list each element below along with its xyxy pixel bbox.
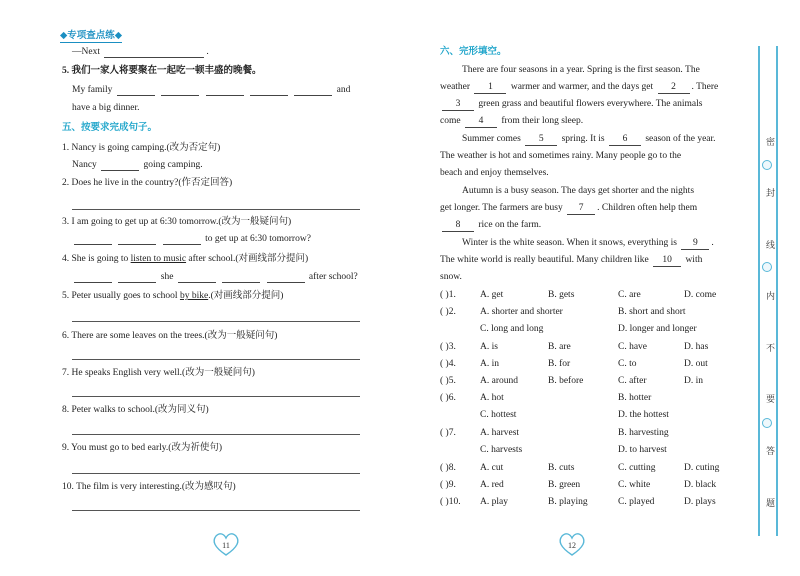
option-number[interactable]: ( )4. (440, 359, 456, 369)
answer-line[interactable] (72, 321, 360, 322)
option-d[interactable]: D. longer and longer (618, 324, 697, 334)
passage-line: The weather is hot and sometimes rainy. Many people go to the (440, 151, 682, 161)
q4-underlined: listen to music (130, 254, 187, 264)
q5b-pre: 5. Peter usually goes to school (62, 291, 180, 301)
answer-blank[interactable] (101, 160, 139, 171)
q1-b: going camping. (143, 160, 203, 170)
option-c[interactable]: C. long and long (480, 324, 544, 334)
answer-blank[interactable] (267, 272, 305, 283)
answer-line[interactable] (72, 473, 360, 474)
section-tag: ◆专项查点练◆ (60, 27, 122, 43)
option-a[interactable]: A. hot (480, 393, 504, 403)
q1-a: Nancy (72, 160, 97, 170)
passage-line: beach and enjoy themselves. (440, 168, 549, 178)
q3-tail: to get up at 6:30 tomorrow? (205, 234, 311, 244)
passage-text: spring. It is (561, 134, 605, 144)
q5-line1 (72, 84, 350, 96)
cloze-blank[interactable]: 2 (658, 82, 690, 94)
answer-blank[interactable] (250, 85, 288, 96)
passage-line (462, 237, 714, 250)
option-d[interactable]: D. plays (684, 497, 716, 507)
binding-border (776, 46, 778, 536)
binding-hole-icon (762, 262, 772, 272)
cloze-blank[interactable]: 9 (681, 238, 709, 250)
q5-line2: have a big dinner. (72, 103, 140, 113)
option-c[interactable]: C. after (618, 376, 647, 386)
option-number[interactable]: ( )1. (440, 290, 456, 300)
option-b[interactable]: B. short and short (618, 307, 686, 317)
cloze-blank[interactable]: 3 (442, 99, 474, 111)
q5-prefix: My family (72, 85, 113, 95)
option-b[interactable]: B. for (548, 359, 571, 369)
cloze-blank[interactable]: 6 (609, 134, 641, 146)
q5b-underlined: by bike (179, 291, 209, 301)
next-line: —Next . (72, 47, 209, 57)
seal-char: 要 (766, 395, 776, 405)
cloze-blank[interactable]: 10 (653, 255, 681, 267)
passage-text: from their long sleep. (501, 116, 584, 126)
cloze-blank[interactable]: 7 (567, 203, 595, 215)
passage-text: come (440, 116, 461, 126)
next-label: —Next (72, 47, 100, 57)
option-a[interactable]: A. in (480, 359, 499, 369)
seal-char: 线 (766, 241, 776, 251)
seal-char: 密 (766, 138, 776, 148)
answer-line[interactable] (72, 209, 360, 210)
binding-hole-icon (762, 418, 772, 428)
option-number[interactable]: ( )6. (440, 393, 456, 403)
q3-answer (72, 233, 311, 245)
q5b-post: .(对画线部分提问) (208, 291, 284, 301)
option-b[interactable]: B. gets (548, 290, 575, 300)
answer-line[interactable] (72, 510, 360, 511)
answer-blank[interactable] (74, 234, 112, 245)
passage-text: rice on the farm. (478, 220, 542, 230)
passage-line (440, 81, 718, 94)
option-b[interactable]: B. before (548, 376, 584, 386)
option-a[interactable]: A. get (480, 290, 504, 300)
answer-line[interactable] (72, 359, 360, 360)
passage-line (440, 98, 702, 111)
option-c[interactable]: C. played (618, 497, 655, 507)
answer-blank[interactable] (74, 272, 112, 283)
passage-text: . Children often help them (597, 203, 698, 213)
answer-blank[interactable] (117, 85, 155, 96)
option-c[interactable]: C. hottest (480, 410, 517, 420)
q4-she: she (160, 272, 174, 282)
q8-prompt: 8. Peter walks to school.(改为同义句) (62, 405, 209, 415)
option-a[interactable]: A. around (480, 376, 518, 386)
passage-line: There are four seasons in a year. Spring is the first season. The (462, 65, 700, 75)
passage-text: warmer and warmer, and the days get (510, 82, 654, 92)
option-b[interactable]: B. green (548, 480, 581, 490)
option-c[interactable]: C. to (618, 359, 637, 369)
answer-line[interactable] (72, 396, 360, 397)
option-number[interactable]: ( )3. (440, 342, 456, 352)
option-a[interactable]: A. cut (480, 463, 504, 473)
seal-char: 题 (766, 499, 776, 509)
option-d[interactable]: D. to harvest (618, 445, 667, 455)
q4-prompt (62, 253, 308, 265)
option-d[interactable]: D. the hottest (618, 410, 669, 420)
answer-blank[interactable] (206, 85, 244, 96)
passage-line (440, 202, 697, 215)
q4-answer (72, 271, 358, 283)
option-c[interactable]: C. have (618, 342, 648, 352)
option-d[interactable]: D. come (684, 290, 717, 300)
option-b[interactable]: B. hotter (618, 393, 652, 403)
option-number[interactable]: ( )7. (440, 428, 456, 438)
passage-text: weather (440, 82, 471, 92)
seal-char: 答 (766, 447, 776, 457)
q2-prompt: 2. Does he live in the country?(作否定回答) (62, 178, 233, 188)
option-c[interactable]: C. cutting (618, 463, 656, 473)
passage-text: . There (691, 82, 719, 92)
answer-blank[interactable] (163, 234, 201, 245)
q5b-prompt (62, 290, 283, 302)
seal-char: 不 (766, 344, 776, 354)
passage-text: with (685, 255, 703, 265)
q10-prompt: 10. The film is very interesting.(改为感叹句) (62, 482, 236, 492)
option-b[interactable]: B. playing (548, 497, 588, 507)
page-number: 11 (222, 541, 230, 550)
cloze-blank[interactable]: 4 (465, 116, 497, 128)
option-d[interactable]: D. has (684, 342, 709, 352)
cloze-blank[interactable]: 8 (442, 220, 474, 232)
q4-tail: after school? (308, 272, 358, 282)
passage-line (440, 115, 583, 128)
option-b[interactable]: B. cuts (548, 463, 575, 473)
option-number[interactable]: ( )5. (440, 376, 456, 386)
passage-text: season of the year. (645, 134, 716, 144)
section-5-heading: 五、按要求完成句子。 (62, 123, 158, 133)
passage-text: green grass and beautiful flowers everywhere. The animals (478, 99, 703, 109)
option-a[interactable]: A. is (480, 342, 498, 352)
answer-blank[interactable] (104, 47, 204, 58)
answer-blank[interactable] (161, 85, 199, 96)
answer-blank[interactable] (178, 272, 216, 283)
q5-title: 5. 我们一家人将要聚在一起吃一顿丰盛的晚餐。 (62, 66, 262, 76)
option-a[interactable]: A. red (480, 480, 504, 490)
passage-line (462, 133, 716, 146)
passage-text: . (711, 238, 714, 248)
option-number[interactable]: ( )8. (440, 463, 456, 473)
answer-line[interactable] (72, 434, 360, 435)
option-a[interactable]: A. play (480, 497, 508, 507)
option-d[interactable]: D. cuting (684, 463, 720, 473)
q7-prompt: 7. He speaks English very well.(改为一般疑问句) (62, 368, 255, 378)
option-b[interactable]: B. are (548, 342, 571, 352)
passage-line: snow. (440, 272, 462, 282)
binding-line (758, 46, 760, 536)
answer-blank[interactable] (118, 272, 156, 283)
option-number[interactable]: ( )9. (440, 480, 456, 490)
answer-blank[interactable] (118, 234, 156, 245)
option-a[interactable]: A. shorter and shorter (480, 307, 563, 317)
passage-line: Autumn is a busy season. The days get shorter and the nights (462, 186, 695, 196)
seal-char: 封 (766, 189, 776, 199)
q3-prompt: 3. I am going to get up at 6:30 tomorrow.(改为一般疑问句) (62, 217, 292, 227)
passage-text: Summer comes (462, 134, 521, 144)
option-b[interactable]: B. harvesting (618, 428, 669, 438)
option-c[interactable]: C. white (618, 480, 651, 490)
passage-text: Winter is the white season. When it snows, everything is (462, 238, 678, 248)
q9-prompt: 9. You must go to bed early.(改为祈使句) (62, 443, 223, 453)
q1-answer (72, 159, 203, 171)
option-c[interactable]: C. are (618, 290, 641, 300)
q4-pre: 4. She is going to (62, 254, 131, 264)
q6-prompt: 6. There are some leaves on the trees.(改为一般疑问句) (62, 331, 278, 341)
answer-blank[interactable] (222, 272, 260, 283)
option-c[interactable]: C. harvests (480, 445, 523, 455)
section-6-heading: 六、完形填空。 (440, 47, 507, 57)
option-d[interactable]: D. out (684, 359, 708, 369)
q5-suffix: and (336, 85, 351, 95)
passage-line (440, 219, 541, 232)
cloze-blank[interactable]: 1 (474, 82, 506, 94)
q4-post: after school.(对画线部分提问) (186, 254, 309, 264)
option-d[interactable]: D. in (684, 376, 703, 386)
option-d[interactable]: D. black (684, 480, 717, 490)
answer-blank[interactable] (294, 85, 332, 96)
option-a[interactable]: A. harvest (480, 428, 520, 438)
cloze-blank[interactable]: 5 (525, 134, 557, 146)
seal-char: 内 (766, 292, 776, 302)
passage-text: The white world is really beautiful. Many children like (440, 255, 649, 265)
passage-line (440, 254, 702, 267)
option-number[interactable]: ( )2. (440, 307, 456, 317)
option-number[interactable]: ( )10. (440, 497, 461, 507)
q1-prompt: 1. Nancy is going camping.(改为否定句) (62, 143, 221, 153)
passage-text: get longer. The farmers are busy (440, 203, 563, 213)
page-number: 12 (568, 541, 576, 550)
binding-hole-icon (762, 160, 772, 170)
